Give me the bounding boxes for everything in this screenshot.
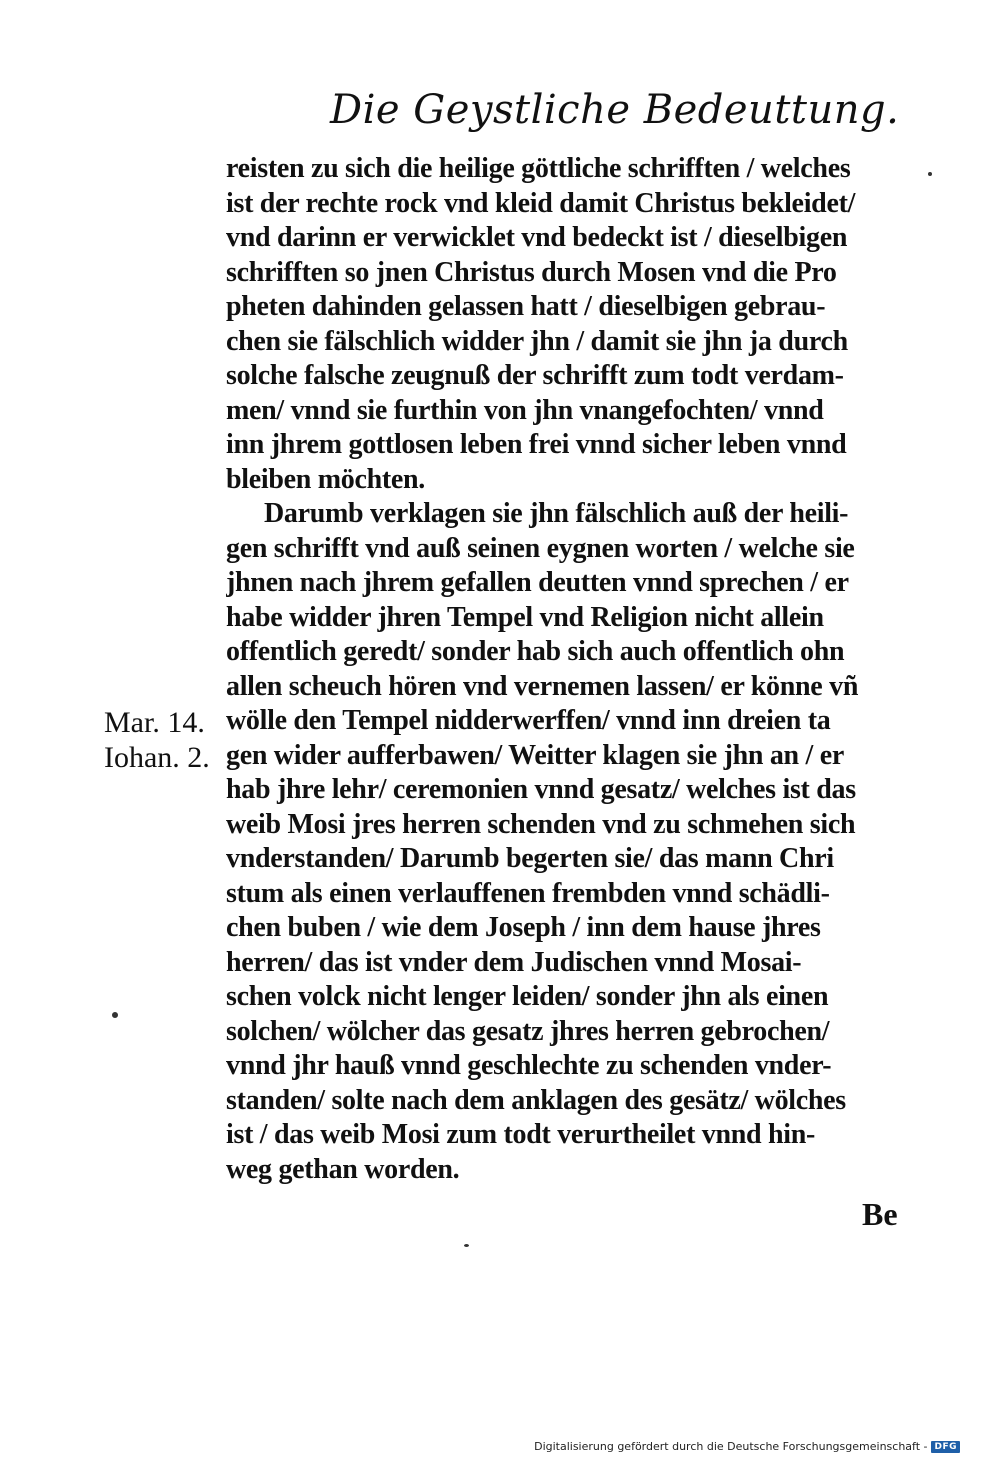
digitization-credit	[534, 1440, 960, 1454]
text-line: chen sie fälschlich widder jhn / damit sie jhn ja durch	[226, 325, 848, 357]
text-line: wölle den Tempel nidderwerffen/ vnnd inn dreien ta	[226, 705, 831, 736]
dfg-logo: DFG	[931, 1441, 960, 1453]
text-line: inn jhrem gottlosen leben frei vnnd sicher leben vnnd	[226, 429, 847, 460]
text-line: reisten zu sich die heilige göttliche schrifften / welches	[226, 153, 851, 184]
text-line: ist / das weib Mosi zum todt verurtheilet vnnd hin-	[226, 1119, 816, 1150]
text-line: gen schrifft vnd auß seinen eygnen worten / welche sie	[226, 532, 855, 564]
text-line: stum als einen verlauffenen frembden vnnd schädli-	[226, 877, 830, 909]
catchword: Be	[862, 1196, 898, 1232]
text-line: bleiben möchten.	[226, 463, 425, 495]
text-line: habe widder jhren Tempel vnd Religion nicht allein	[226, 601, 824, 633]
margin-note: Mar. 14.	[104, 706, 205, 739]
body-text	[226, 152, 916, 1187]
text-line: pheten dahinden gelassen hatt / dieselbigen gebrau-	[226, 291, 826, 322]
ink-speck	[112, 1012, 118, 1018]
margin-note: Iohan. 2.	[104, 740, 210, 774]
running-head: Die Geystliche Bedeuttung.	[330, 87, 900, 133]
text-line: schen volck nicht lenger leiden/ sonder jhn als einen	[226, 981, 829, 1012]
ink-speck	[464, 1244, 469, 1247]
text-line: schrifften so jnen Christus durch Mosen vnd die Pro	[226, 256, 837, 288]
text-line: solchen/ wölcher das gesatz jhres herren gebrochen/	[226, 1015, 830, 1047]
text-line: weib Mosi jres herren schenden vnd zu schmehen sich	[226, 808, 856, 840]
text-line: vnderstanden/ Darumb begerten sie/ das mann Chri	[226, 843, 834, 874]
text-line: vnnd jhr hauß vnnd geschlechte zu schenden vnder-	[226, 1050, 832, 1081]
credit-text: Digitalisierung gefördert durch die Deutsche Forschungsgemeinschaft -	[534, 1440, 928, 1453]
text-line: vnd darinn er verwicklet vnd bedeckt ist / dieselbigen	[226, 222, 848, 253]
text-line: Darumb verklagen sie jhn fälschlich auß der heili-	[264, 498, 849, 529]
text-line: herren/ das ist vnder dem Judischen vnnd Mosai-	[226, 946, 802, 978]
text-line: offentlich geredt/ sonder hab sich auch offentlich ohn	[226, 636, 845, 667]
text-line: standen/ solte nach dem anklagen des gesätz/ wölches	[226, 1084, 846, 1116]
text-line: ist der rechte rock vnd kleid damit Christus bekleidet/	[226, 187, 856, 219]
text-line: jhnen nach jhrem gefallen deutten vnnd sprechen / er	[226, 567, 849, 598]
text-line: solche falsche zeugnuß der schrifft zum todt verdam-	[226, 360, 844, 391]
text-line: chen buben / wie dem Joseph / inn dem hause jhres	[226, 912, 821, 943]
text-line: men/ vnnd sie furthin von jhn vnangefochten/ vnnd	[226, 394, 824, 426]
text-line: weg gethan worden.	[226, 1153, 460, 1185]
text-line: gen wider aufferbawen/ Weitter klagen sie jhn an / er	[226, 739, 844, 771]
ink-speck	[928, 172, 932, 176]
text-line: hab jhre lehr/ ceremonien vnnd gesatz/ welches ist das	[226, 774, 856, 805]
text-line: allen scheuch hören vnd vernemen lassen/ er könne vñ	[226, 670, 859, 702]
